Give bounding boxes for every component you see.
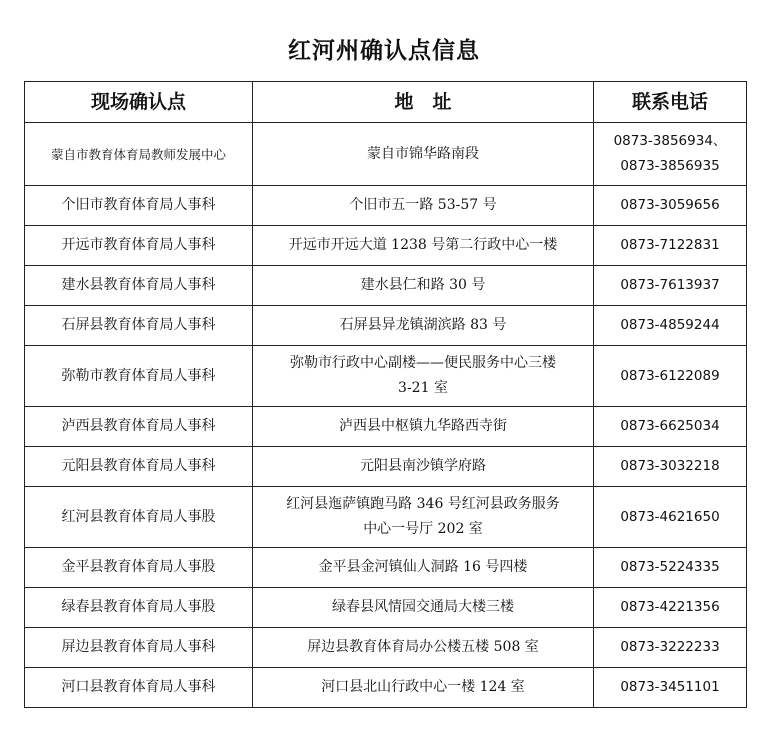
table-header-row: [25, 82, 747, 123]
unit-cell: 红河县教育体育局人事股: [25, 487, 253, 548]
phone-line: 0873-3222233: [620, 639, 720, 655]
phone-cell: [594, 123, 747, 186]
address-cell: [253, 487, 594, 548]
address-line: 屏边县教育体育局办公楼五楼 508 室: [307, 639, 539, 655]
address-line: 红河县迤萨镇跑马路 346 号红河县政务服务: [286, 496, 560, 512]
phone-cell: [594, 447, 747, 487]
address-line: 个旧市五一路 53-57 号: [349, 197, 497, 213]
phone-cell: [594, 226, 747, 266]
table-row: [25, 628, 747, 668]
phone-line: 0873-4221356: [620, 599, 720, 615]
unit-cell: 金平县教育体育局人事股: [25, 548, 253, 588]
unit-cell: 绿春县教育体育局人事股: [25, 588, 253, 628]
address-cell: [253, 226, 594, 266]
unit-cell: 泸西县教育体育局人事科: [25, 407, 253, 447]
phone-line: 0873-4621650: [620, 508, 720, 525]
table-row: [25, 487, 747, 548]
phone-cell: [594, 628, 747, 668]
phone-cell: [594, 407, 747, 447]
table-row: [25, 306, 747, 346]
address-line: 绿春县风情园交通局大楼三楼: [332, 599, 514, 615]
address-line: 3-21 室: [398, 380, 448, 396]
phone-line: 0873-6122089: [620, 367, 720, 384]
phone-line: 0873-7613937: [620, 277, 720, 293]
table-row: [25, 447, 747, 487]
table-row: [25, 123, 747, 186]
address-line: 蒙自市锦华路南段: [367, 145, 479, 162]
phone-cell: [594, 668, 747, 708]
unit-cell: 河口县教育体育局人事科: [25, 668, 253, 708]
unit-cell: 元阳县教育体育局人事科: [25, 447, 253, 487]
address-cell: [253, 306, 594, 346]
phone-cell: [594, 266, 747, 306]
address-cell: [253, 447, 594, 487]
table-row: [25, 346, 747, 407]
address-cell: [253, 407, 594, 447]
address-line: 建水县仁和路 30 号: [360, 277, 486, 293]
phone-line: 0873-3856935: [620, 158, 720, 174]
table-body: [25, 123, 747, 708]
table-row: [25, 668, 747, 708]
phone-cell: [594, 548, 747, 588]
phone-cell: [594, 186, 747, 226]
unit-cell: 屏边县教育体育局人事科: [25, 628, 253, 668]
address-cell: [253, 588, 594, 628]
phone-line: 0873-6625034: [620, 418, 720, 434]
phone-line: 0873-3032218: [620, 458, 720, 474]
address-cell: [253, 668, 594, 708]
address-line: 开远市开远大道 1238 号第二行政中心一楼: [288, 237, 558, 253]
header-unit: 现场确认点: [25, 82, 253, 123]
address-cell: [253, 628, 594, 668]
table-row: [25, 588, 747, 628]
page-title: 红河州确认点信息: [288, 37, 480, 64]
phone-cell: [594, 346, 747, 407]
phone-line: 0873-3856934、: [613, 133, 727, 149]
address-cell: [253, 346, 594, 407]
phone-cell: [594, 588, 747, 628]
address-line: 金平县金河镇仙人洞路 16 号四楼: [318, 559, 528, 575]
address-line: 元阳县南沙镇学府路: [360, 458, 486, 474]
address-cell: [253, 266, 594, 306]
address-line: 泸西县中枢镇九华路西寺街: [339, 418, 507, 434]
header-phone: 联系电话: [594, 82, 747, 123]
unit-cell: 个旧市教育体育局人事科: [25, 186, 253, 226]
phone-cell: [594, 487, 747, 548]
unit-cell: 石屏县教育体育局人事科: [25, 306, 253, 346]
unit-cell: 蒙自市教育体育局教师发展中心: [25, 123, 253, 186]
phone-line: 0873-7122831: [620, 237, 720, 253]
phone-line: 0873-4859244: [620, 317, 720, 333]
address-cell: [253, 186, 594, 226]
unit-cell: 开远市教育体育局人事科: [25, 226, 253, 266]
address-line: 中心一号厅 202 室: [363, 521, 483, 537]
phone-cell: [594, 306, 747, 346]
phone-line: 0873-5224335: [620, 559, 720, 575]
table-row: [25, 548, 747, 588]
address-line: 河口县北山行政中心一楼 124 室: [321, 679, 525, 695]
phone-line: 0873-3059656: [620, 197, 720, 213]
unit-cell: 弥勒市教育体育局人事科: [25, 346, 253, 407]
address-cell: [253, 123, 594, 186]
confirmation-points-table: [24, 81, 747, 708]
table-row: [25, 266, 747, 306]
table-row: [25, 407, 747, 447]
unit-cell: 建水县教育体育局人事科: [25, 266, 253, 306]
table-row: [25, 186, 747, 226]
table-row: [25, 226, 747, 266]
address-line: 石屏县异龙镇湖滨路 83 号: [339, 317, 507, 333]
phone-line: 0873-3451101: [620, 679, 720, 695]
header-address: 地 址: [253, 82, 594, 123]
address-cell: [253, 548, 594, 588]
address-line: 弥勒市行政中心副楼——便民服务中心三楼: [290, 355, 556, 371]
